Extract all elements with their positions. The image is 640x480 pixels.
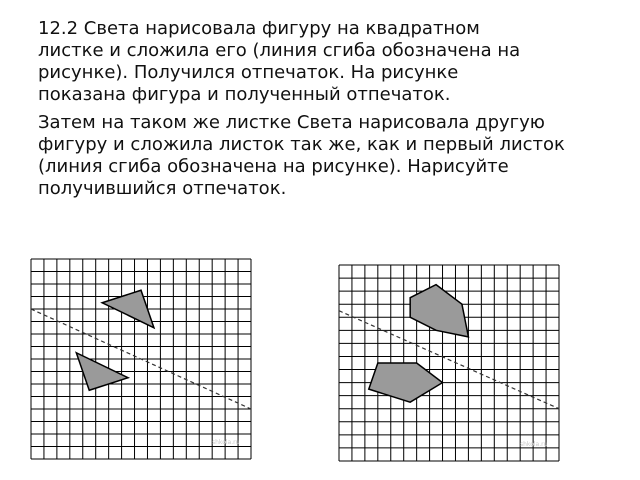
task-paragraph-2: Затем на таком же листке Света нарисовала другую фигуру и сложила листок так же, как и первый листок (линия сгиба обозначена на рисунке). Нарисуйте получившийся отпечаток.	[38, 112, 565, 199]
task-text	[38, 18, 598, 206]
figure-left-svg	[30, 258, 252, 460]
figure-shape	[410, 285, 468, 337]
task-paragraph-1: 12.2 Света нарисовала фигуру на квадратном листке и сложила его (линия сгиба обозначена на рисунке). Получился отпечаток. На рисунке показана фигура и полученный отпечаток.	[38, 18, 521, 105]
watermark: shkola.ru	[520, 441, 548, 448]
figure-right-svg	[338, 264, 560, 462]
figure-right-grid	[338, 264, 560, 462]
figure-shape	[369, 363, 443, 402]
watermark: shkola.ru	[212, 439, 240, 446]
figure-left-grid	[30, 258, 252, 460]
